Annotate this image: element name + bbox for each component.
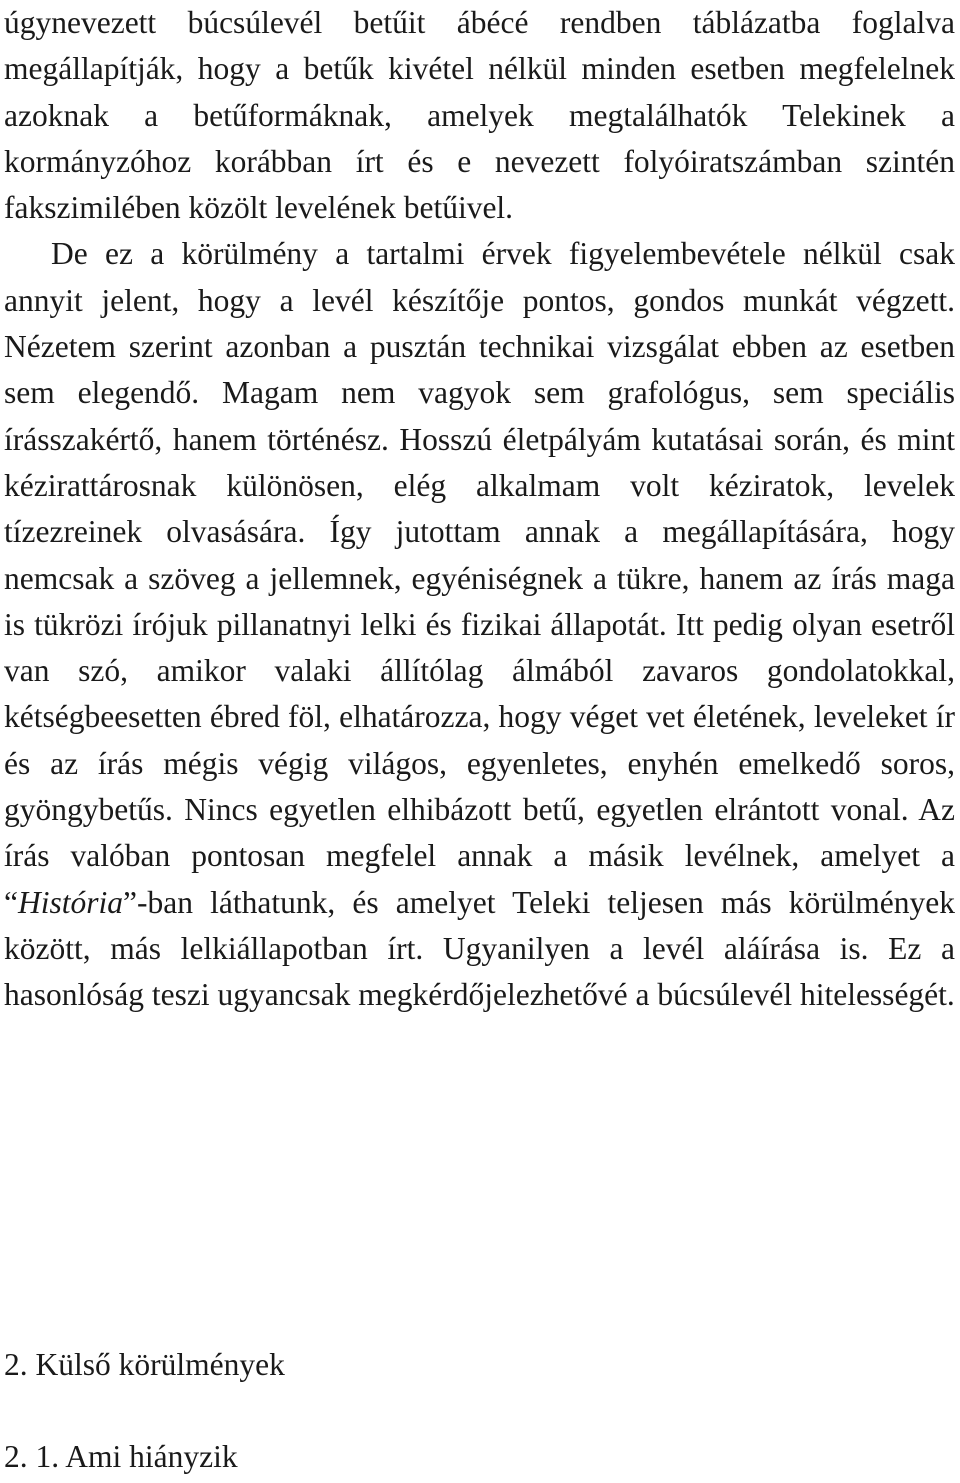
paragraph-1-text: úgynevezett búcsúlevél betűit ábécé rendben táblázatba foglalva megállapítják, hogy a betűk kivétel nélkül minden esetben megfelelnek azoknak a betűformáknak, amelyek megtalálhatók Telekinek a kormányzóhoz korábban írt és e nevezett folyóiratszámban szintén fakszimilében közölt levelének betűivel. [4,5,955,226]
subsection-heading-2-1: 2. 1. Ami hiányzik [4,1439,238,1474]
document-page [4,0,955,1474]
paragraph-2-text-b: ”-ban láthatunk, és amelyet Teleki teljesen más körülmények között, más lelkiállapotban írt. Ugyanilyen a levél aláírása is. Ez a hasonlóság teszi ugyancsak megkérdőjelezhetővé a búcsúlevél hitelességét. [4,884,955,1013]
journal-title-historia: História [17,884,124,920]
paragraph-1 [4,0,955,231]
paragraph-2-text-a: De ez a körülmény a tartalmi érvek figyelembevétele nélkül csak annyit jelent, hogy a levél készítője pontos, gondos munkát végzett. Nézetem szerint azonban a pusztán technikai vizsgálat ebben az esetben sem elegendő. Magam nem vagyok sem grafológus, sem speciális írásszakértő, hanem történész. Hosszú életpályám kutatásai során, és mint kézirattárosnak különösen, elég alkalmam volt kéziratok, levelek tízezreinek olvasására. Így jutottam annak a megállapítására, hogy nemcsak a szöveg a jellemnek, egyéniségnek a tükre, hanem az írás maga is tükrözi írójuk pillanatnyi lelki és fizikai állapotát. Itt pedig olyan esetről van szó, amikor valaki állítólag álmából zavaros gondolatokkal, kétségbeesetten ébred föl, elhatározza, hogy véget vet életének, leveleket ír és az írás mégis végig világos, egyenletes, enyhén emelkedő soros, gyöngybetűs. Nincs egyetlen elhibázott betű, egyetlen elrántott vonal. Az írás valóban pontosan megfelel annak a másik levélnek, amelyet a “ [4,236,955,920]
section-heading-2: 2. Külső körülmények [4,1347,285,1382]
paragraph-2 [4,231,955,1018]
